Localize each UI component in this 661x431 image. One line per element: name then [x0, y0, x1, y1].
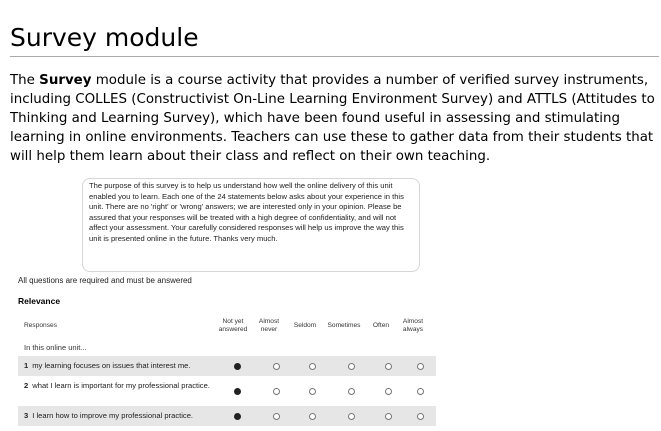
radio-q2-almost-never[interactable] [273, 388, 280, 395]
intro-post: module is a course activity that provides a number of verified survey instruments, including COLLES (Constructivist On-Line Learning Environment Survey) and ATTLS (Attitudes to Thinking and Learning Survey), which have been found useful in assessing and stimulating learning in online environments. Teachers can use these to gather data from their students that will help them learn about their class and reflect on their own teaching. [10, 73, 655, 164]
intro-paragraph [10, 71, 658, 166]
radio-q2-sometimes[interactable] [348, 388, 355, 395]
radio-q2-often[interactable] [385, 388, 392, 395]
question-label: I learn how to improve my professional practice. [32, 411, 194, 420]
scale-header-sometimes: Sometimes [327, 322, 361, 329]
radio-q1-not-yet-answered[interactable] [234, 363, 241, 370]
radio-q3-not-yet-answered[interactable] [234, 413, 241, 420]
radio-q1-seldom[interactable] [309, 363, 316, 370]
intro-pre: The [10, 73, 40, 88]
radio-q2-not-yet-answered[interactable] [234, 388, 241, 395]
radio-q1-sometimes[interactable] [348, 363, 355, 370]
radio-q1-almost-never[interactable] [273, 363, 280, 370]
scale-header-not-yet-answered: Not yet answered [218, 318, 248, 333]
question-text [24, 411, 193, 421]
question-number: 2 [24, 381, 29, 390]
scale-header-seldom: Seldom [293, 322, 317, 329]
responses-header: Responses [24, 322, 57, 329]
section-title: Relevance [18, 296, 61, 306]
radio-q3-almost-never[interactable] [273, 413, 280, 420]
scale-header-almost-never: Almost never [258, 318, 280, 333]
survey-purpose-box: The purpose of this survey is to help us understand how well the online delivery of this unit enabled you to learn. Each one of the 24 statements below asks about your experience in this unit. There are no 'right' or 'wrong' answers; we are interested only in your opinion. Please be assured that your responses will be treated with a high degree of confidentiality, and will not affect your assessment. Your carefully considered responses will help us improve the way this unit is presented online in the future. Thanks very much. [82, 178, 420, 272]
radio-q1-almost-always[interactable] [417, 363, 424, 370]
radio-q2-almost-always[interactable] [417, 388, 424, 395]
page-title: Survey module [10, 23, 199, 52]
question-number: 3 [24, 411, 29, 420]
scale-header-almost-always: Almost always [402, 318, 424, 333]
table-row [18, 406, 436, 426]
radio-q1-often[interactable] [385, 363, 392, 370]
question-text [24, 361, 191, 371]
intro-bold: Survey [39, 73, 92, 88]
question-number: 1 [24, 361, 29, 370]
radio-q3-sometimes[interactable] [348, 413, 355, 420]
question-prompt: In this online unit... [24, 343, 87, 352]
radio-q2-seldom[interactable] [309, 388, 316, 395]
question-text [24, 381, 224, 391]
radio-q3-almost-always[interactable] [417, 413, 424, 420]
radio-q3-seldom[interactable] [309, 413, 316, 420]
scale-header-often: Often [372, 322, 390, 329]
table-row [18, 378, 436, 404]
table-row [18, 356, 436, 376]
question-label: what I learn is important for my professional practice. [32, 381, 210, 390]
question-label: my learning focuses on issues that interest me. [32, 361, 191, 370]
title-divider [10, 56, 659, 57]
survey-screenshot [10, 170, 436, 431]
required-note: All questions are required and must be answered [18, 276, 192, 285]
radio-q3-often[interactable] [385, 413, 392, 420]
